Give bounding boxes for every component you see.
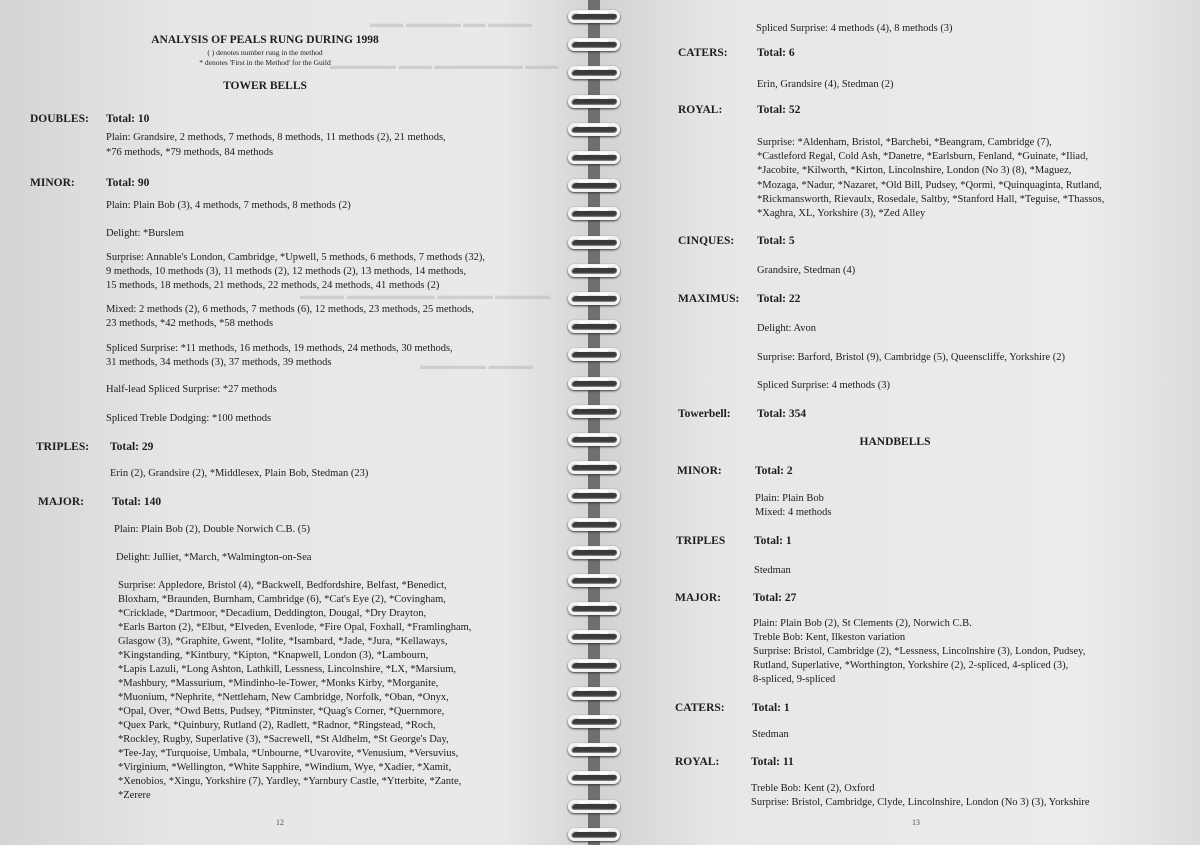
method-line: 15 methods, 18 methods, 21 methods, 22 methods, 24 methods, 41 methods (2) [106,280,440,291]
spiral-ring [568,459,622,477]
spiral-ring [568,628,622,646]
method-class-label: CINQUES: [678,235,735,247]
total-count: Total: 1 [754,535,792,547]
total-count: Total: 22 [757,293,801,305]
method-line: *Zerere [118,790,151,801]
method-class-label: CATERS: [678,47,728,59]
bleed-through: ▬▬▬▬▬▬ ▬▬▬▬ [420,360,533,372]
method-line: *Opal, Over, *Owd Betts, Pudsey, *Pitminster, *Quag's Corner, *Quernmore, [118,706,445,717]
spiral-ring [568,93,622,111]
method-line: *Lapis Lazuli, *Long Ashton, Lathkill, Lessness, Lincolnshire, *LX, *Marsium, [118,664,456,675]
spiral-ring [568,713,622,731]
total-count: Total: 140 [112,496,162,508]
spiral-ring [568,375,622,393]
method-line: *Xaghra, XL, Yorkshire (3), *Zed Alley [757,208,926,219]
method-line: Stedman [752,729,789,740]
total-count: Total: 90 [106,177,150,189]
spiral-ring [568,769,622,787]
bleed-through: ▬▬▬▬▬▬ ▬▬▬ ▬▬▬▬▬▬▬▬ ▬▬▬ [330,60,559,72]
spiral-ring [568,318,622,336]
method-line: *Xenobios, *Xingu, Yorkshire (7), Yardley, *Yarnbury Castle, *Ytterbite, *Zante, [118,776,462,787]
method-line: Rutland, Superlative, *Worthington, Yorkshire (2), 2-spliced, 4-spliced (3), [753,660,1069,671]
method-line: 23 methods, *42 methods, *58 methods [106,318,274,329]
page-number: 12 [276,818,284,827]
method-line: *Muonium, *Nephrite, *Nettleham, New Cambridge, Norfolk, *Oban, *Onyx, [118,692,449,703]
method-line: Bloxham, *Braunden, Burnham, Cambridge (6), *Cat's Eye (2), *Covingham, [118,594,446,605]
right-page [600,0,1200,845]
total-count: Total: 5 [757,235,795,247]
method-line: Glasgow (3), *Graphite, Gwent, *Iolite, *Isambard, *Jade, *Jura, *Kellaways, [118,636,448,647]
method-line: Erin (2), Grandsire (2), *Middlesex, Plain Bob, Stedman (23) [110,468,369,479]
method-line: Mixed: 2 methods (2), 6 methods, 7 methods (6), 12 methods, 23 methods, 25 methods, [106,304,475,315]
method-class-label: TRIPLES: [36,441,90,453]
grand-total-label: Towerbell: [678,408,731,420]
method-line: Plain: Plain Bob (2), St Clements (2), Norwich C.B. [753,618,972,629]
method-line: Delight: Julliet, *March, *Walmington-on-Sea [116,552,312,563]
spiral-ring [568,234,622,252]
note-line: * denotes 'First in the Method' for the Guild [199,58,331,67]
method-line: Plain: Plain Bob (3), 4 methods, 7 methods, 8 methods (2) [106,200,351,211]
method-line: Stedman [754,565,791,576]
spiral-ring [568,177,622,195]
method-line: *Castleford Regal, Cold Ash, *Danetre, *Earlsburn, Fenland, *Guinate, *Iliad, [757,151,1088,162]
spiral-binding [560,0,632,845]
spiral-ring [568,798,622,816]
total-count: Total: 6 [757,47,795,59]
page-title: ANALYSIS OF PEALS RUNG DURING 1998 [151,34,379,46]
spiral-ring [568,290,622,308]
method-line: *Rockley, Rugby, Superlative (3), *Sacrewell, *St Aldhelm, *St George's Day, [118,734,449,745]
spiral-ring [568,544,622,562]
spiral-ring [568,516,622,534]
method-line: *Cricklade, *Dartmoor, *Decadium, Deddington, Dougal, *Dry Drayton, [118,608,427,619]
method-line: Erin, Grandsire (4), Stedman (2) [757,79,894,90]
method-line: Plain: Plain Bob (2), Double Norwich C.B. (5) [114,524,310,535]
method-line: Treble Bob: Kent, Ilkeston variation [753,632,906,643]
total-count: Total: 52 [757,104,801,116]
method-line: Surprise: Barford, Bristol (9), Cambridge (5), Queenscliffe, Yorkshire (2) [757,352,1066,363]
spiral-ring [568,36,622,54]
method-line: Surprise: *Aldenham, Bristol, *Barchebi, *Beangram, Cambridge (7), [757,137,1052,148]
spiral-ring [568,685,622,703]
method-line: Plain: Grandsire, 2 methods, 7 methods, 8 methods, 11 methods (2), 21 methods, [106,132,446,143]
method-line: *Mozaga, *Nadur, *Nazaret, *Old Bill, Pudsey, *Qormi, *Quinquaginta, Rutland, [757,180,1102,191]
method-line: Surprise: Appledore, Bristol (4), *Backwell, Bedfordshire, Belfast, *Benedict, [118,580,447,591]
method-line: *76 methods, *79 methods, 84 methods [106,147,274,158]
spiral-ring [568,487,622,505]
spiral-ring [568,121,622,139]
method-class-label: MAJOR: [38,496,84,508]
method-line: Surprise: Annable's London, Cambridge, *Upwell, 5 methods, 6 methods, 7 methods (32), [106,252,485,263]
method-line: *Mashbury, *Massurium, *Mindinho-le-Tower, *Monks Kirby, *Morganite, [118,678,439,689]
method-line: 31 methods, 34 methods (3), 37 methods, 39 methods [106,357,332,368]
method-class-label: MAXIMUS: [678,293,740,305]
spiral-ring [568,8,622,26]
spiral-ring [568,431,622,449]
method-line: Spliced Surprise: *11 methods, 16 methods, 19 methods, 24 methods, 30 methods, [106,343,453,354]
spiral-ring [568,826,622,844]
method-line: *Kingstanding, *Kintbury, *Kipton, *Knapwell, London (3), *Lambourn, [118,650,429,661]
total-count: Total: 10 [106,113,150,125]
method-line: 8-spliced, 9-spliced [753,674,836,685]
method-line: Grandsire, Stedman (4) [757,265,856,276]
method-class-label: ROYAL: [678,104,723,116]
spiral-ring [568,346,622,364]
method-line: Mixed: 4 methods [755,507,832,518]
total-count: Total: 11 [751,756,794,768]
method-line: Spliced Surprise: 4 methods (4), 8 methods (3) [756,23,953,34]
method-line: Spliced Surprise: 4 methods (3) [757,380,890,391]
spiral-ring [568,149,622,167]
method-line: Surprise: Bristol, Cambridge, Clyde, Lincolnshire, London (No 3) (3), Yorkshire [751,797,1090,808]
spiral-ring [568,205,622,223]
method-line: Spliced Treble Dodging: *100 methods [106,413,272,424]
spiral-ring [568,403,622,421]
method-line: Plain: Plain Bob [755,493,824,504]
method-line: *Earls Barton (2), *Elbut, *Elveden, Evenlode, *Fire Opal, Foxhall, *Framlingham, [118,622,472,633]
method-class-label: CATERS: [675,702,725,714]
method-line: *Virginium, *Wellington, *White Sapphire, *Windium, Wye, *Xadier, *Xamit, [118,762,452,773]
left-page [0,0,588,845]
bleed-through: ▬▬▬ ▬▬▬▬▬ ▬▬ ▬▬▬▬ [370,18,533,30]
method-line: 9 methods, 10 methods (3), 11 methods (2), 12 methods (2), 13 methods, 14 methods, [106,266,467,277]
method-class-label: DOUBLES: [30,113,89,125]
method-line: Treble Bob: Kent (2), Oxford [751,783,875,794]
total-count: Total: 2 [755,465,793,477]
method-class-label: TRIPLES [676,535,726,547]
page-number: 13 [912,818,920,827]
total-count: Total: 1 [752,702,790,714]
section-heading-handbells: HANDBELLS [859,436,931,448]
method-line: Surprise: Bristol, Cambridge (2), *Lessness, Lincolnshire (3), London, Pudsey, [753,646,1086,657]
method-class-label: ROYAL: [675,756,720,768]
note-line: ( ) denotes number rung in the method [207,48,323,57]
method-class-label: MAJOR: [675,592,721,604]
spiral-ring [568,572,622,590]
total-count: Total: 27 [753,592,797,604]
total-count: Total: 29 [110,441,154,453]
method-line: Half-lead Spliced Surprise: *27 methods [106,384,277,395]
method-class-label: MINOR: [30,177,75,189]
grand-total-count: Total: 354 [757,408,807,420]
method-class-label: MINOR: [677,465,722,477]
spiral-ring [568,600,622,618]
spiral-ring [568,64,622,82]
section-heading-tower-bells: TOWER BELLS [223,80,307,92]
method-line: Delight: Avon [757,323,817,334]
method-line: Delight: *Burslem [106,228,184,239]
method-line: *Tee-Jay, *Turquoise, Umbala, *Unbourne, *Uvarovite, *Venusium, *Versuvius, [118,748,459,759]
spiral-ring [568,262,622,280]
spiral-ring [568,741,622,759]
method-line: *Rickmansworth, Rievaulx, Rosedale, Saltby, *Stanford Hall, *Teguise, *Thassos, [757,194,1105,205]
bleed-through: ▬▬▬▬ ▬▬▬▬▬▬▬▬ ▬▬▬▬▬ ▬▬▬▬▬ [300,290,551,302]
method-line: *Jacobite, *Kilworth, *Kirton, Lincolnshire, London (No 3) (8), *Maguez, [757,165,1072,176]
spiral-ring [568,657,622,675]
method-line: *Quex Park, *Quinbury, Rutland (2), Radlett, *Radnor, *Ringstead, *Roch, [118,720,436,731]
